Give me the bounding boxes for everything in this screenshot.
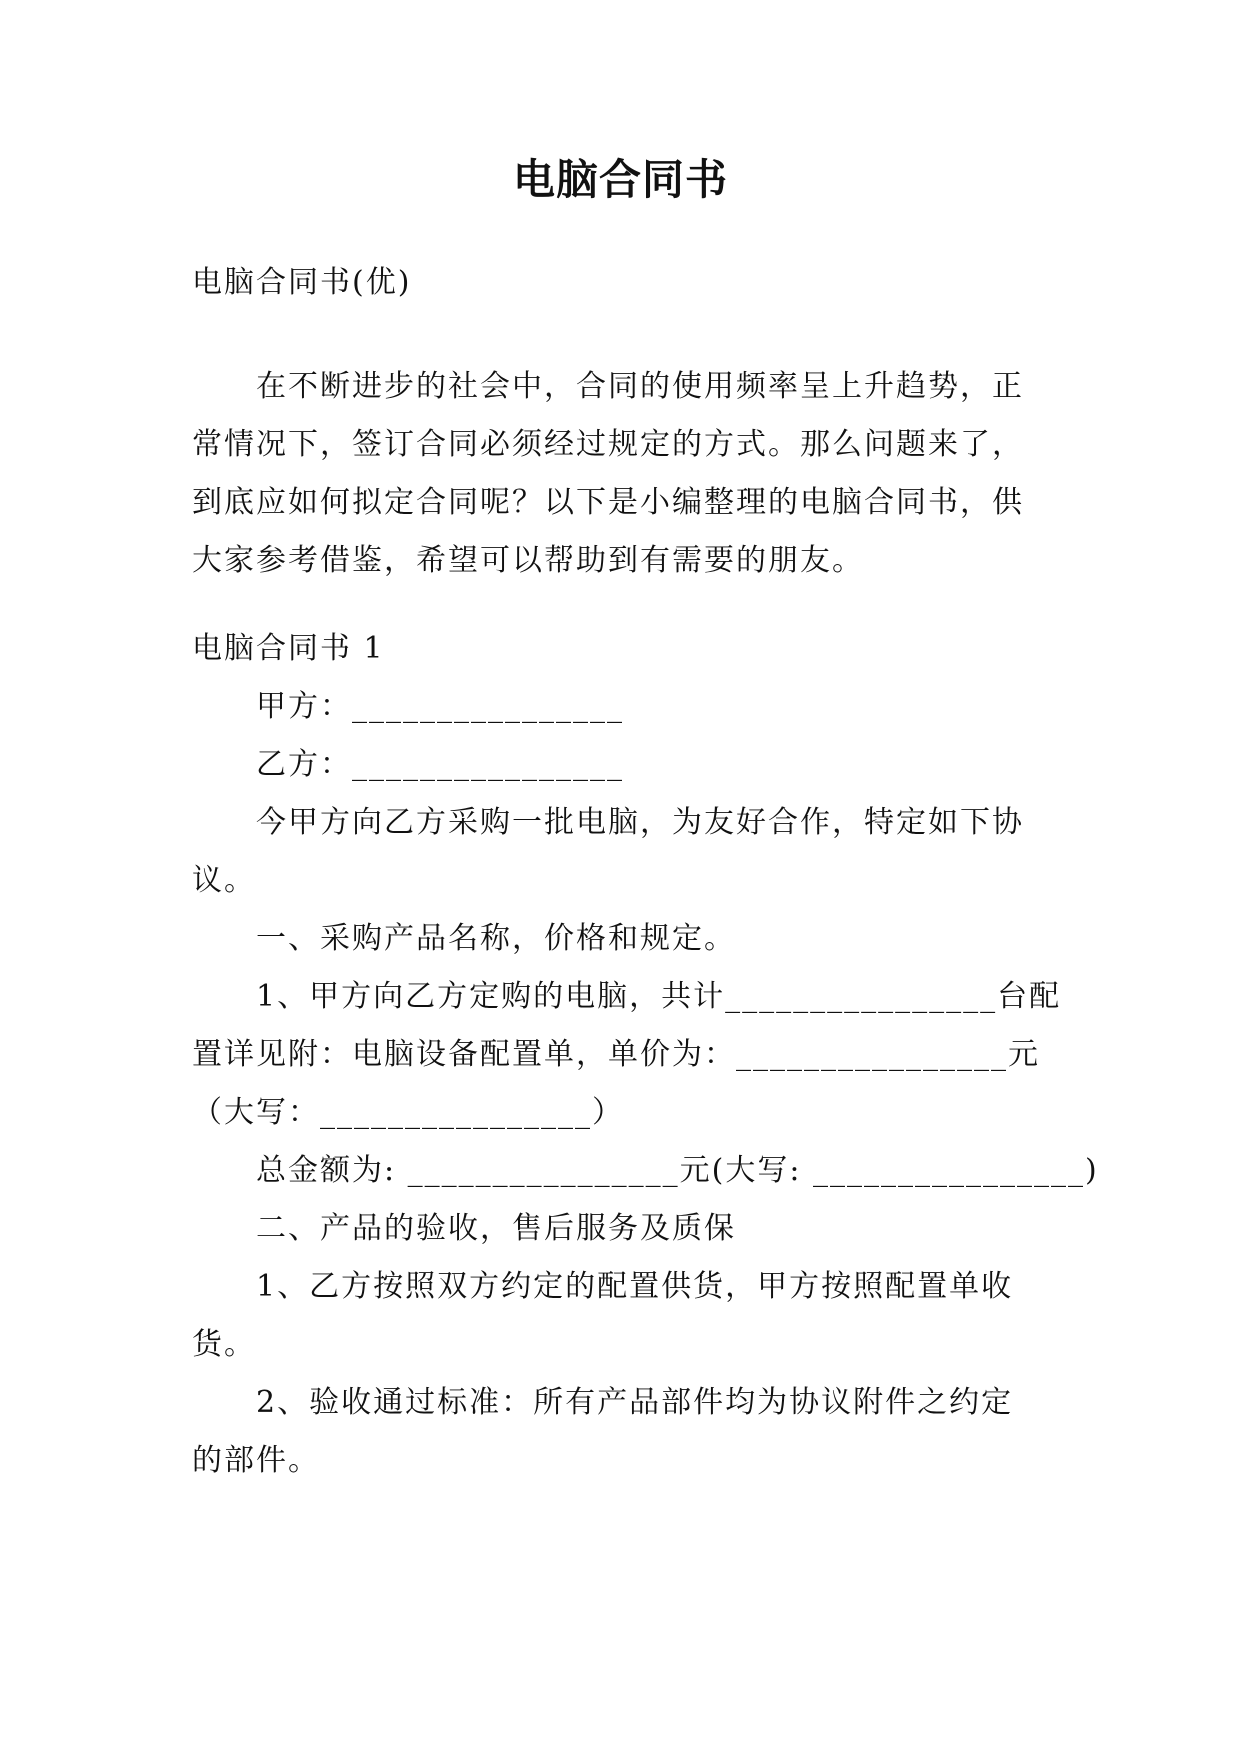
party-b-line: 乙方：________________ [256,747,624,782]
intro-line: 常情况下，签订合同必须经过规定的方式。那么问题来了， [192,427,1024,462]
contract-body [192,678,1099,1490]
clause-2-2-line: 2、验收通过标准：所有产品部件均为协议附件之约定 [256,1385,1014,1420]
clause-2-heading: 二、产品的验收，售后服务及质保 [256,1211,736,1246]
document-subtitle: 电脑合同书(优) [192,265,412,300]
clause-2-2-line: 的部件。 [192,1443,320,1478]
party-a-line: 甲方：________________ [256,689,624,724]
clause-2-1-line: 货。 [192,1327,256,1362]
document-title: 电脑合同书 [512,155,728,204]
clause-1-1-line: 1、甲方向乙方定购的电脑，共计________________台配 [256,979,1062,1014]
intro-line: 大家参考借鉴，希望可以帮助到有需要的朋友。 [192,543,864,578]
section-heading: 电脑合同书 1 [192,631,385,666]
clause-2-1-line: 1、乙方按照双方约定的配置供货，甲方按照配置单收 [256,1269,1014,1304]
clause-1-heading: 一、采购产品名称，价格和规定。 [256,921,736,956]
agreement-line: 议。 [192,863,256,898]
intro-paragraph [192,358,1062,590]
intro-line: 在不断进步的社会中，合同的使用频率呈上升趋势，正 [256,369,1024,404]
clause-1-1-line: （大写：________________） [192,1095,624,1130]
clause-1-1-line: 置详见附：电脑设备配置单，单价为：________________元 [192,1037,1040,1072]
total-amount-line: 总金额为: ________________元(大写: ________________) [256,1153,1099,1188]
intro-line: 到底应如何拟定合同呢？以下是小编整理的电脑合同书，供 [192,485,1024,520]
agreement-line: 今甲方向乙方采购一批电脑，为友好合作，特定如下协 [256,805,1024,840]
